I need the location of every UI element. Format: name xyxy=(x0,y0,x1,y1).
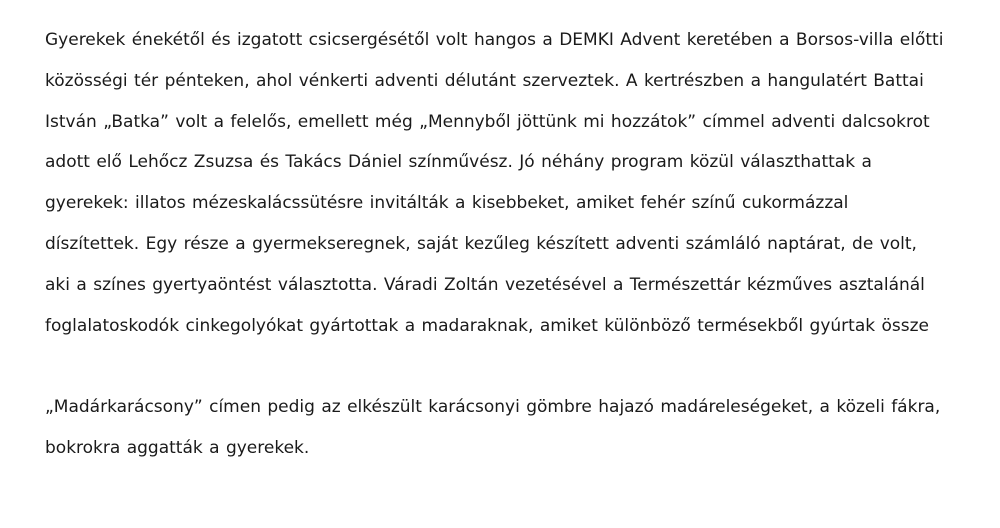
article-body xyxy=(45,20,945,469)
article-paragraph: Gyerekek énekétől és izgatott csicsergésétől volt hangos a DEMKI Advent keretében a Borsos-villa előtti közösségi tér pénteken, ahol vénkerti adventi délutánt szerveztek. A kertrészben a hangulatért Battai István „Batka” volt a felelős, emellett még „Mennyből jöttünk mi hozzátok” címmel adventi dalcsokrot adott elő Lehőcz Zsuzsa és Takács Dániel színművész. Jó néhány program közül választhattak a gyerekek: illatos mézeskalácssütésre invitálták a kisebbeket, amiket fehér színű cukormázzal díszítettek. Egy része a gyermekseregnek, saját kezűleg készített adventi számláló naptárat, de volt, aki a színes gyertyaöntést választotta. Váradi Zoltán vezetésével a Természettár kézműves asztalánál foglalatoskodók cinkegolyókat gyártottak a madaraknak, amiket különböző termésekből gyúrtak össze xyxy=(45,30,944,336)
article-paragraph: „Madárkarácsony” címen pedig az elkészült karácsonyi gömbre hajazó madáreleségeket, a közeli fákra, bokrokra aggatták a gyerekek. xyxy=(45,397,941,459)
